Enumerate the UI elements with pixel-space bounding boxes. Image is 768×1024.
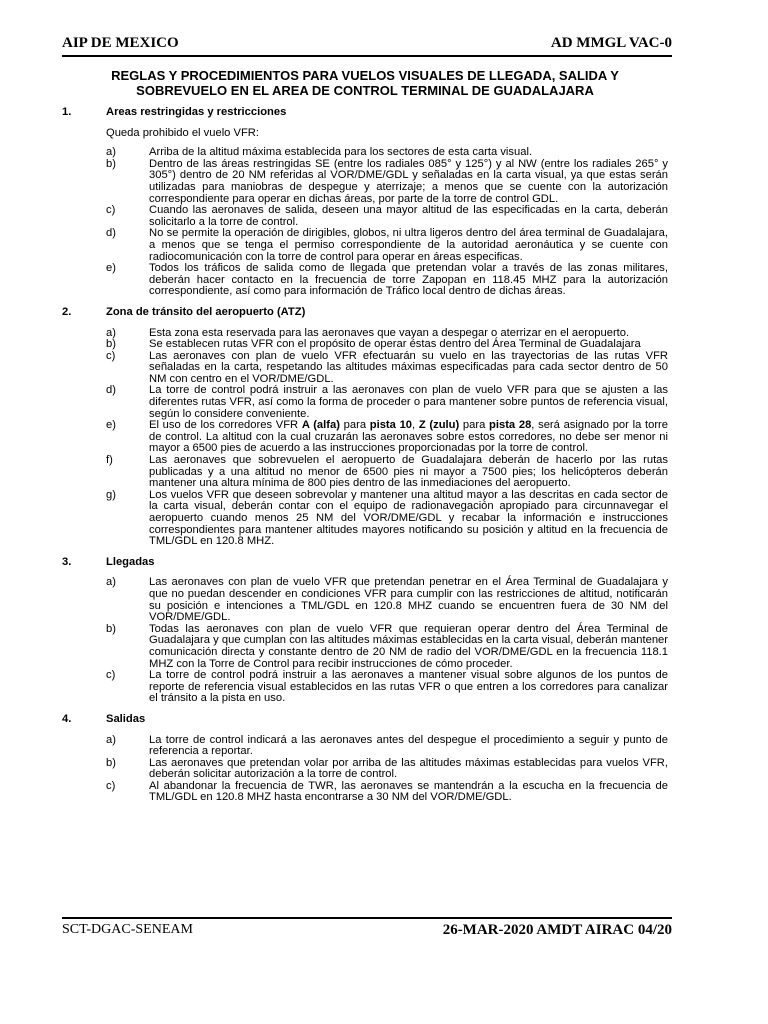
list-item <box>62 351 668 386</box>
item-text: Arriba de la altitud máxima establecida para los sectores de esta carta visual. <box>149 146 533 159</box>
page-header <box>62 35 672 55</box>
list-item <box>62 385 668 420</box>
text-run: para <box>459 419 490 432</box>
list-item <box>62 420 668 455</box>
list-item <box>62 758 668 781</box>
section-title: Llegadas <box>106 555 155 568</box>
item-text: La torre de control indicará a las aeronaves antes del despegue el procedimiento a seguir y punto de referencia a reportar. <box>149 733 668 758</box>
section-heading <box>62 107 668 119</box>
item-text: Dentro de las áreas restringidas SE (entre los radiales 085° y 125°) y al NW (entre los radiales 265° y 305°) dentro de 20 NM referidas al VOR/DME/GDL y señaladas en la carta visual, ya que estas serán utilizadas para maniobras de despegue y aterrizaje; a menos que se cuente con la autorización correspondiente para operar en dichas áreas, por parte de la torre de control GDL. <box>149 157 668 205</box>
text-run: , <box>412 419 419 432</box>
item-text: Cuando las aeronaves de salida, deseen una mayor altitud de las especificadas en la carta, deberán solicitarlo a la torre de control. <box>149 204 668 228</box>
list-item <box>62 490 668 548</box>
list-item <box>62 577 668 623</box>
corridor-zulu: Z (zulu) <box>418 419 460 432</box>
runway-28: pista 28 <box>489 419 532 432</box>
item-text: La torre de control podrá instruir a las aeronaves a mantener visual sobre algunos de los puntos de reporte de referencia visual establecidos en las rutas VFR o que entren a los corredores para canalizar el tránsito a la pista en uso. <box>149 669 668 705</box>
text-run: para <box>339 419 370 432</box>
footer-amendment: 26-MAR-2020 AMDT AIRAC 04/20 <box>442 922 672 938</box>
corridor-alfa: A (alfa) <box>301 419 340 432</box>
item-letter: b) <box>106 756 116 769</box>
header-publication: AIP DE MEXICO <box>62 35 179 51</box>
item-letter: e) <box>106 419 116 432</box>
section-number: 4. <box>62 712 72 725</box>
item-text: Todos los tráficos de salida como de llegada que pretendan volar a través de las zonas militares, deberán hacer contacto en la frecuencia de torre Zapopan en 118.45 MHZ para la autorización correspondiente, así como para información de Tráfico local dentro de dichas áreas. <box>149 262 668 298</box>
document-body <box>62 68 668 804</box>
footer-rule <box>62 917 672 919</box>
item-letter: c) <box>106 779 116 792</box>
list-item <box>62 735 668 758</box>
section-heading <box>62 714 668 726</box>
item-letter: a) <box>106 733 116 746</box>
item-letter: g) <box>106 488 116 501</box>
item-letter: a) <box>106 146 116 159</box>
list-item <box>62 228 668 263</box>
item-letter: b) <box>106 157 116 170</box>
document-title <box>62 68 668 98</box>
item-text: Las aeronaves que pretendan volar por arriba de las altitudes máximas establecidas para vuelos VFR, deberán solicitar autorización a la torre de control. <box>149 756 668 781</box>
runway-10: pista 10 <box>369 419 413 432</box>
item-letter: d) <box>106 384 116 397</box>
item-letter: b) <box>106 622 116 635</box>
item-letter: d) <box>106 227 116 240</box>
section-intro: Queda prohibido el vuelo VFR: <box>106 126 259 139</box>
list-item <box>62 781 668 804</box>
item-text: Los vuelos VFR que deseen sobrevolar y mantener una altitud mayor a las descritas en cada sector de la carta visual, deberán contar con el equipo de radionavegación apropiado para circunnavegar el aeropuerto cuando menos 25 NM del VOR/DME/GDL y recabar la información e instrucciones correspondientes para mantener altitudes mayores notificando su posición y altitud en la frecuencia de TML/GDL en 120.8 MHZ. <box>149 488 668 548</box>
item-text: Se establecen rutas VFR con el propósito de operar éstas dentro del Área Terminal de Guadalajara <box>149 338 641 351</box>
section-title: Salidas <box>106 712 146 725</box>
item-letter: c) <box>106 204 116 217</box>
item-letter: b) <box>106 338 116 351</box>
header-rule <box>62 55 672 57</box>
list-item <box>62 205 668 228</box>
page-footer <box>62 922 672 942</box>
item-text: Las aeronaves con plan de vuelo VFR efectuarán su vuelo en las trayectorias de las rutas VFR señaladas en la carta, respetando las altitudes máximas especificadas para cada sector dentro de 50 NM con centro en el VOR/DME/GDL. <box>149 349 668 385</box>
item-letter: c) <box>106 349 116 362</box>
list-item <box>62 624 668 670</box>
item-text: No se permite la operación de dirigibles, globos, ni ultra ligeros dentro del área terminal de Guadalajara, a menos que se tenga el permiso correspondiente de la autoridad aeronáutica y se cuente con radiocomunicación con la torre de control para operar en áreas especificas. <box>149 227 668 263</box>
section-number: 3. <box>62 555 72 568</box>
section-number: 1. <box>62 106 72 118</box>
item-text: Las aeronaves con plan de vuelo VFR que pretendan penetrar en el Área Terminal de Guadalajara y que no puedan descender en condiciones VFR para cumplir con las restricciones de altitud, notificarán su posición e intenciones a TML/GDL en 120.8 MHZ cuando se encuentren fuera de 30 NM del VOR/DME/GDL. <box>149 576 668 624</box>
section-title: Areas restringidas y restricciones <box>106 106 287 118</box>
text-run: , será asignado por la torre de control. La altitud con la cual cruzarán las aeronaves sobre estos corredores, no debe ser menor ni mayor a 6500 pies de acuerdo a las instrucciones proporcionadas por la torre de control. <box>149 419 668 455</box>
title-line-2: SOBREVUELO EN EL AREA DE CONTROL TERMINAL DE GUADALAJARA <box>136 83 594 98</box>
item-text: Todas las aeronaves con plan de vuelo VFR que requieran operar dentro del Área Terminal de Guadalajara y que cumplan con las altitudes máximas establecidas en la carta visual, deberán mantener comunicación directa y constante dentro de 20 NM de radio del VOR/DME/GDL en la frecuencia 118.1 MHZ con la Torre de Control para recibir instrucciones de cómo proceder. <box>149 622 668 670</box>
list-item <box>62 670 668 705</box>
section-heading <box>62 307 668 319</box>
item-letter: a) <box>106 576 116 589</box>
text-run: El uso de los corredores VFR <box>149 419 302 432</box>
item-letter: a) <box>106 326 116 339</box>
item-letter: c) <box>106 669 116 682</box>
item-text <box>149 420 668 455</box>
item-text: Las aeronaves que sobrevuelen el aeropuerto de Guadalajara deberán de hacerlo por las rutas publicadas y a una altitud no menor de 6500 pies ni mayor a 7500 pies; los helicópteros deberán mantener una altura mínima de 800 pies dentro de las inmediaciones del aeropuerto. <box>149 454 668 490</box>
item-text: Esta zona esta reservada para las aeronaves que vayan a despegar o aterrizar en el aeropuerto. <box>149 326 630 339</box>
list-item <box>62 263 668 298</box>
section-heading <box>62 557 668 569</box>
item-letter: e) <box>106 262 116 275</box>
item-text: La torre de control podrá instruir a las aeronaves con plan de vuelo VFR para que se ajusten a las diferentes rutas VFR, así como la forma de proceder o para mantener sobre puntos de referencia visual, según lo considere conveniente. <box>149 384 668 420</box>
item-text: Al abandonar la frecuencia de TWR, las aeronaves se mantendrán a la escucha en la frecuencia de TML/GDL en 120.8 MHZ hasta encontrarse a 30 NM del VOR/DME/GDL. <box>149 779 668 804</box>
list-item <box>62 339 668 351</box>
list-item <box>62 455 668 490</box>
header-chart-code: AD MMGL VAC-0 <box>550 35 672 51</box>
item-letter: f) <box>106 454 113 467</box>
title-line-1: REGLAS Y PROCEDIMIENTOS PARA VUELOS VISUALES DE LLEGADA, SALIDA Y <box>111 68 619 83</box>
section-number: 2. <box>62 305 72 318</box>
section-title: Zona de tránsito del aeropuerto (ATZ) <box>106 305 306 318</box>
list-item <box>62 159 668 205</box>
footer-agency: SCT-DGAC-SENEAM <box>62 922 193 937</box>
